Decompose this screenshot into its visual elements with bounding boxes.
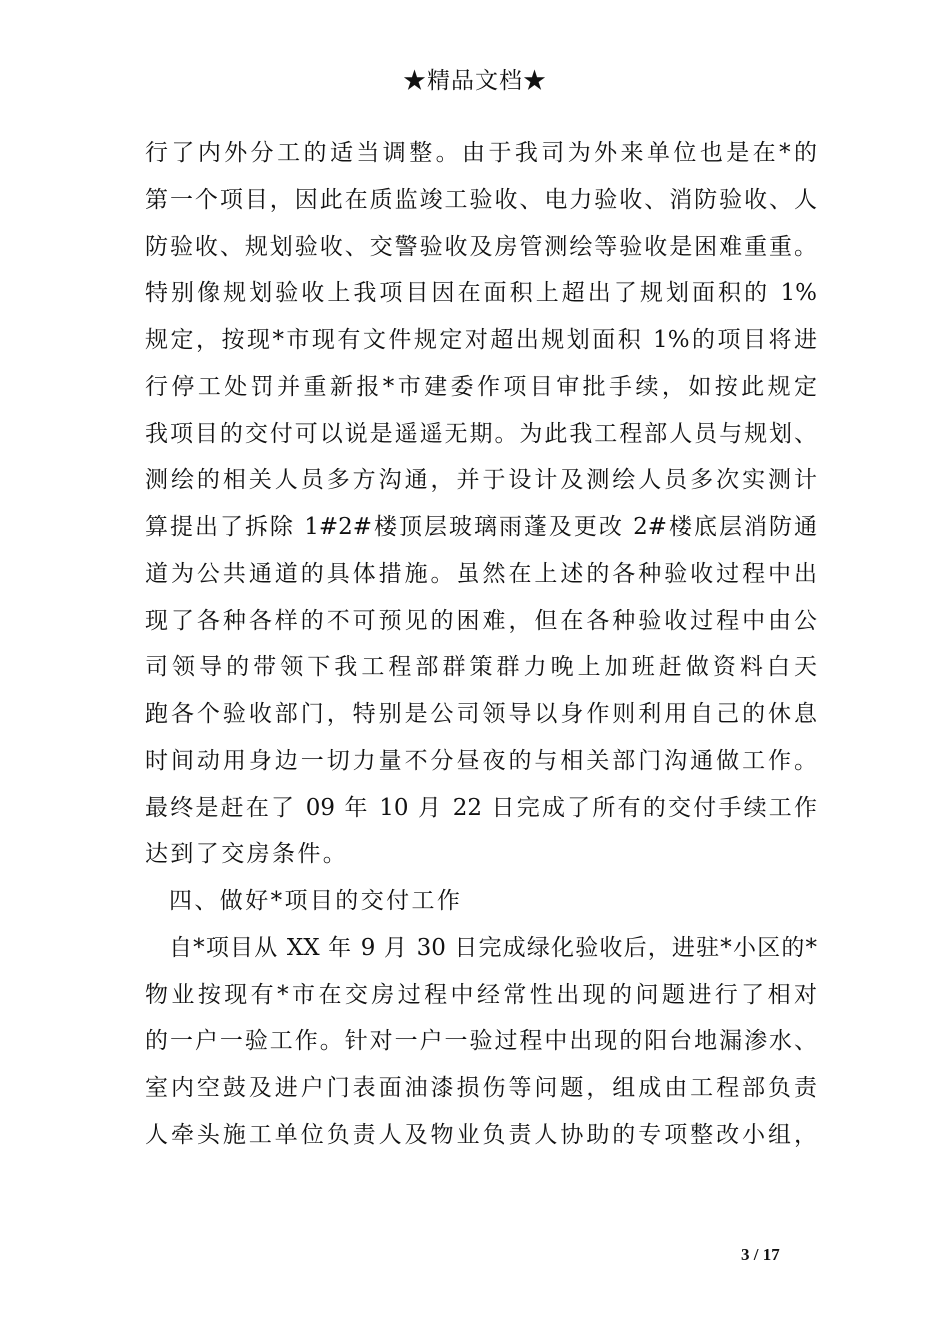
text-line: 道为公共通道的具体措施。虽然在上述的各种验收过程中出 <box>145 560 817 587</box>
section-heading: 四、做好*项目的交付工作 <box>169 888 463 914</box>
text-line: 室内空鼓及进户门表面油漆损伤等问题，组成由工程部负责 <box>145 1075 817 1101</box>
text-line: 的一户一验工作。针对一户一验过程中出现的阳台地漏渗水、 <box>145 1028 817 1055</box>
text-line: 跑各个验收部门，特别是公司领导以身作则利用自己的休息 <box>145 701 817 727</box>
text-line: 算提出了拆除 1#2#楼顶层玻璃雨蓬及更改 2#楼底层消防通 <box>145 514 817 540</box>
text-line: 物业按现有*市在交房过程中经常性出现的问题进行了相对 <box>145 981 817 1008</box>
text-line: 我项目的交付可以说是遥遥无期。为此我工程部人员与规划、 <box>145 420 817 447</box>
page-number: 3 / 17 <box>741 1245 780 1264</box>
text-line: 规定，按现*市现有文件规定对超出规划面积 1%的项目将进 <box>145 327 817 353</box>
document-body <box>145 130 817 1159</box>
text-line: 自*项目从 XX 年 9 月 30 日完成绿化验收后，进驻*小区的* <box>169 934 817 961</box>
text-line: 行了内外分工的适当调整。由于我司为外来单位也是在*的 <box>145 140 817 166</box>
text-line: 行停工处罚并重新报*市建委作项目审批手续，如按此规定 <box>145 373 817 400</box>
text-line: 测绘的相关人员多方沟通，并于设计及测绘人员多次实测计 <box>145 467 817 494</box>
text-line: 达到了交房条件。 <box>145 841 349 868</box>
text-line: 现了各种各样的不可预见的困难，但在各种验收过程中由公 <box>145 607 817 634</box>
text-line: 最终是赶在了 09 年 10 月 22 日完成了所有的交付手续工作 <box>145 794 817 821</box>
text-line: 特别像规划验收上我项目因在面积上超出了规划面积的 1% <box>145 280 817 307</box>
text-line: 人牵头施工单位负责人及物业负责人协助的专项整改小组， <box>145 1121 817 1148</box>
text-line: 第一个项目，因此在质监竣工验收、电力验收、消防验收、人 <box>145 186 817 213</box>
text-line: 时间动用身边一切力量不分昼夜的与相关部门沟通做工作。 <box>145 747 817 774</box>
text-line: 防验收、规划验收、交警验收及房管测绘等验收是困难重重。 <box>145 233 817 260</box>
page-header-title: ★精品文档★ <box>403 68 547 94</box>
text-line: 司领导的带领下我工程部群策群力晚上加班赶做资料白天 <box>145 654 817 681</box>
